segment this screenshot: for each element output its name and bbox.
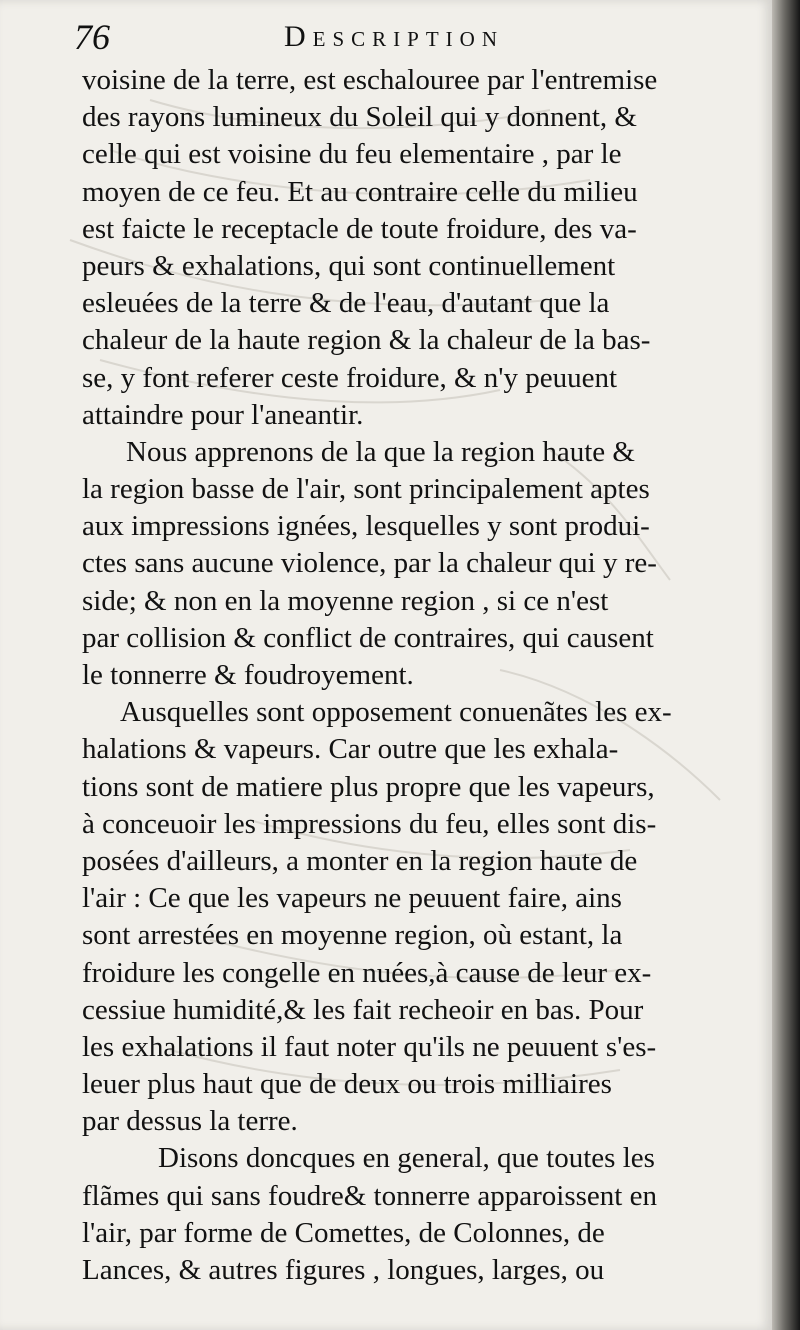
text-line: des rayons lumineux du Soleil qui y donnent, &	[82, 101, 637, 134]
text-line: voisine de la terre, est eschaloureе par l'entremise	[82, 64, 658, 96]
text-line: les exhalations il faut noter qu'ils ne peuuent s'es-	[82, 1030, 657, 1063]
text-line: froidure les congelle en nuées,à cause de leur ex-	[82, 956, 652, 989]
text-line: moyen de ce feu. Et au contraire celle du milieu	[82, 175, 638, 208]
text-line: à conceuoir les impressions du feu, elles sont dis-	[82, 807, 657, 840]
running-head	[74, 16, 674, 62]
text-line: chaleur de la haute region & la chaleur de la bas-	[82, 324, 651, 357]
text-line: cessiue humidité,& les fait recheoir en bas. Pour	[82, 993, 644, 1026]
text-line: halations & vapeurs. Car outre que les exhala-	[82, 733, 619, 766]
text-line: flãmes qui sans foudre& tonnerre apparoissent en	[82, 1179, 657, 1212]
text-line: par dessus la terre.	[82, 1105, 298, 1138]
page-number: 76	[74, 17, 110, 57]
text-line: le tonnerre & foudroyement.	[82, 659, 414, 691]
main-text-block	[82, 62, 772, 1289]
text-line: Ausquelles sont opposement conuenãtes les ex-	[120, 696, 672, 729]
text-line: attaindre pour l'aneantir.	[82, 398, 364, 431]
text-line: leuer plus haut que de deux ou trois milliaires	[82, 1068, 612, 1101]
text-line: tions sont de matiere plus propre que les vapeurs,	[82, 770, 655, 803]
text-line: Nous apprenons de la que la region haute &	[126, 435, 635, 468]
text-line: ctes sans aucune violence, par la chaleur qui y re-	[82, 547, 657, 580]
text-line: se, y font referer ceste froidure, & n'y peuuent	[82, 361, 618, 394]
text-line: aux impressions ignées, lesquelles y sont produi-	[82, 510, 650, 543]
text-line: est faicte le receptacle de toute froidure, des va-	[82, 212, 637, 245]
text-line: l'air : Ce que les vapeurs ne peuuent faire, ains	[82, 882, 622, 915]
text-line: Lances, & autres figures , longues, larges, ou	[82, 1254, 605, 1286]
text-line: esleuées de la terre & de l'eau, d'autant que la	[82, 287, 610, 320]
running-head-title: Description	[284, 20, 505, 53]
text-line: la region basse de l'air, sont principalement aptes	[82, 473, 650, 506]
text-line: peurs & exhalations, qui sont continuellement	[82, 249, 616, 282]
page-edge-shadow	[772, 0, 800, 1330]
text-line: celle qui est voisine du feu elementaire , par le	[82, 138, 622, 171]
text-line: side; & non en la moyenne region , si ce n'est	[82, 584, 609, 617]
text-line: l'air, par forme de Comettes, de Colonnes, de	[82, 1216, 605, 1249]
text-line: Disons doncques en general, que toutes les	[158, 1142, 655, 1175]
text-line: posées d'ailleurs, a monter en la region haute de	[82, 844, 638, 877]
text-line: sont arrestées en moyenne region, où estant, la	[82, 919, 623, 952]
text-line: par collision & conflict de contraires, qui causent	[82, 621, 654, 654]
